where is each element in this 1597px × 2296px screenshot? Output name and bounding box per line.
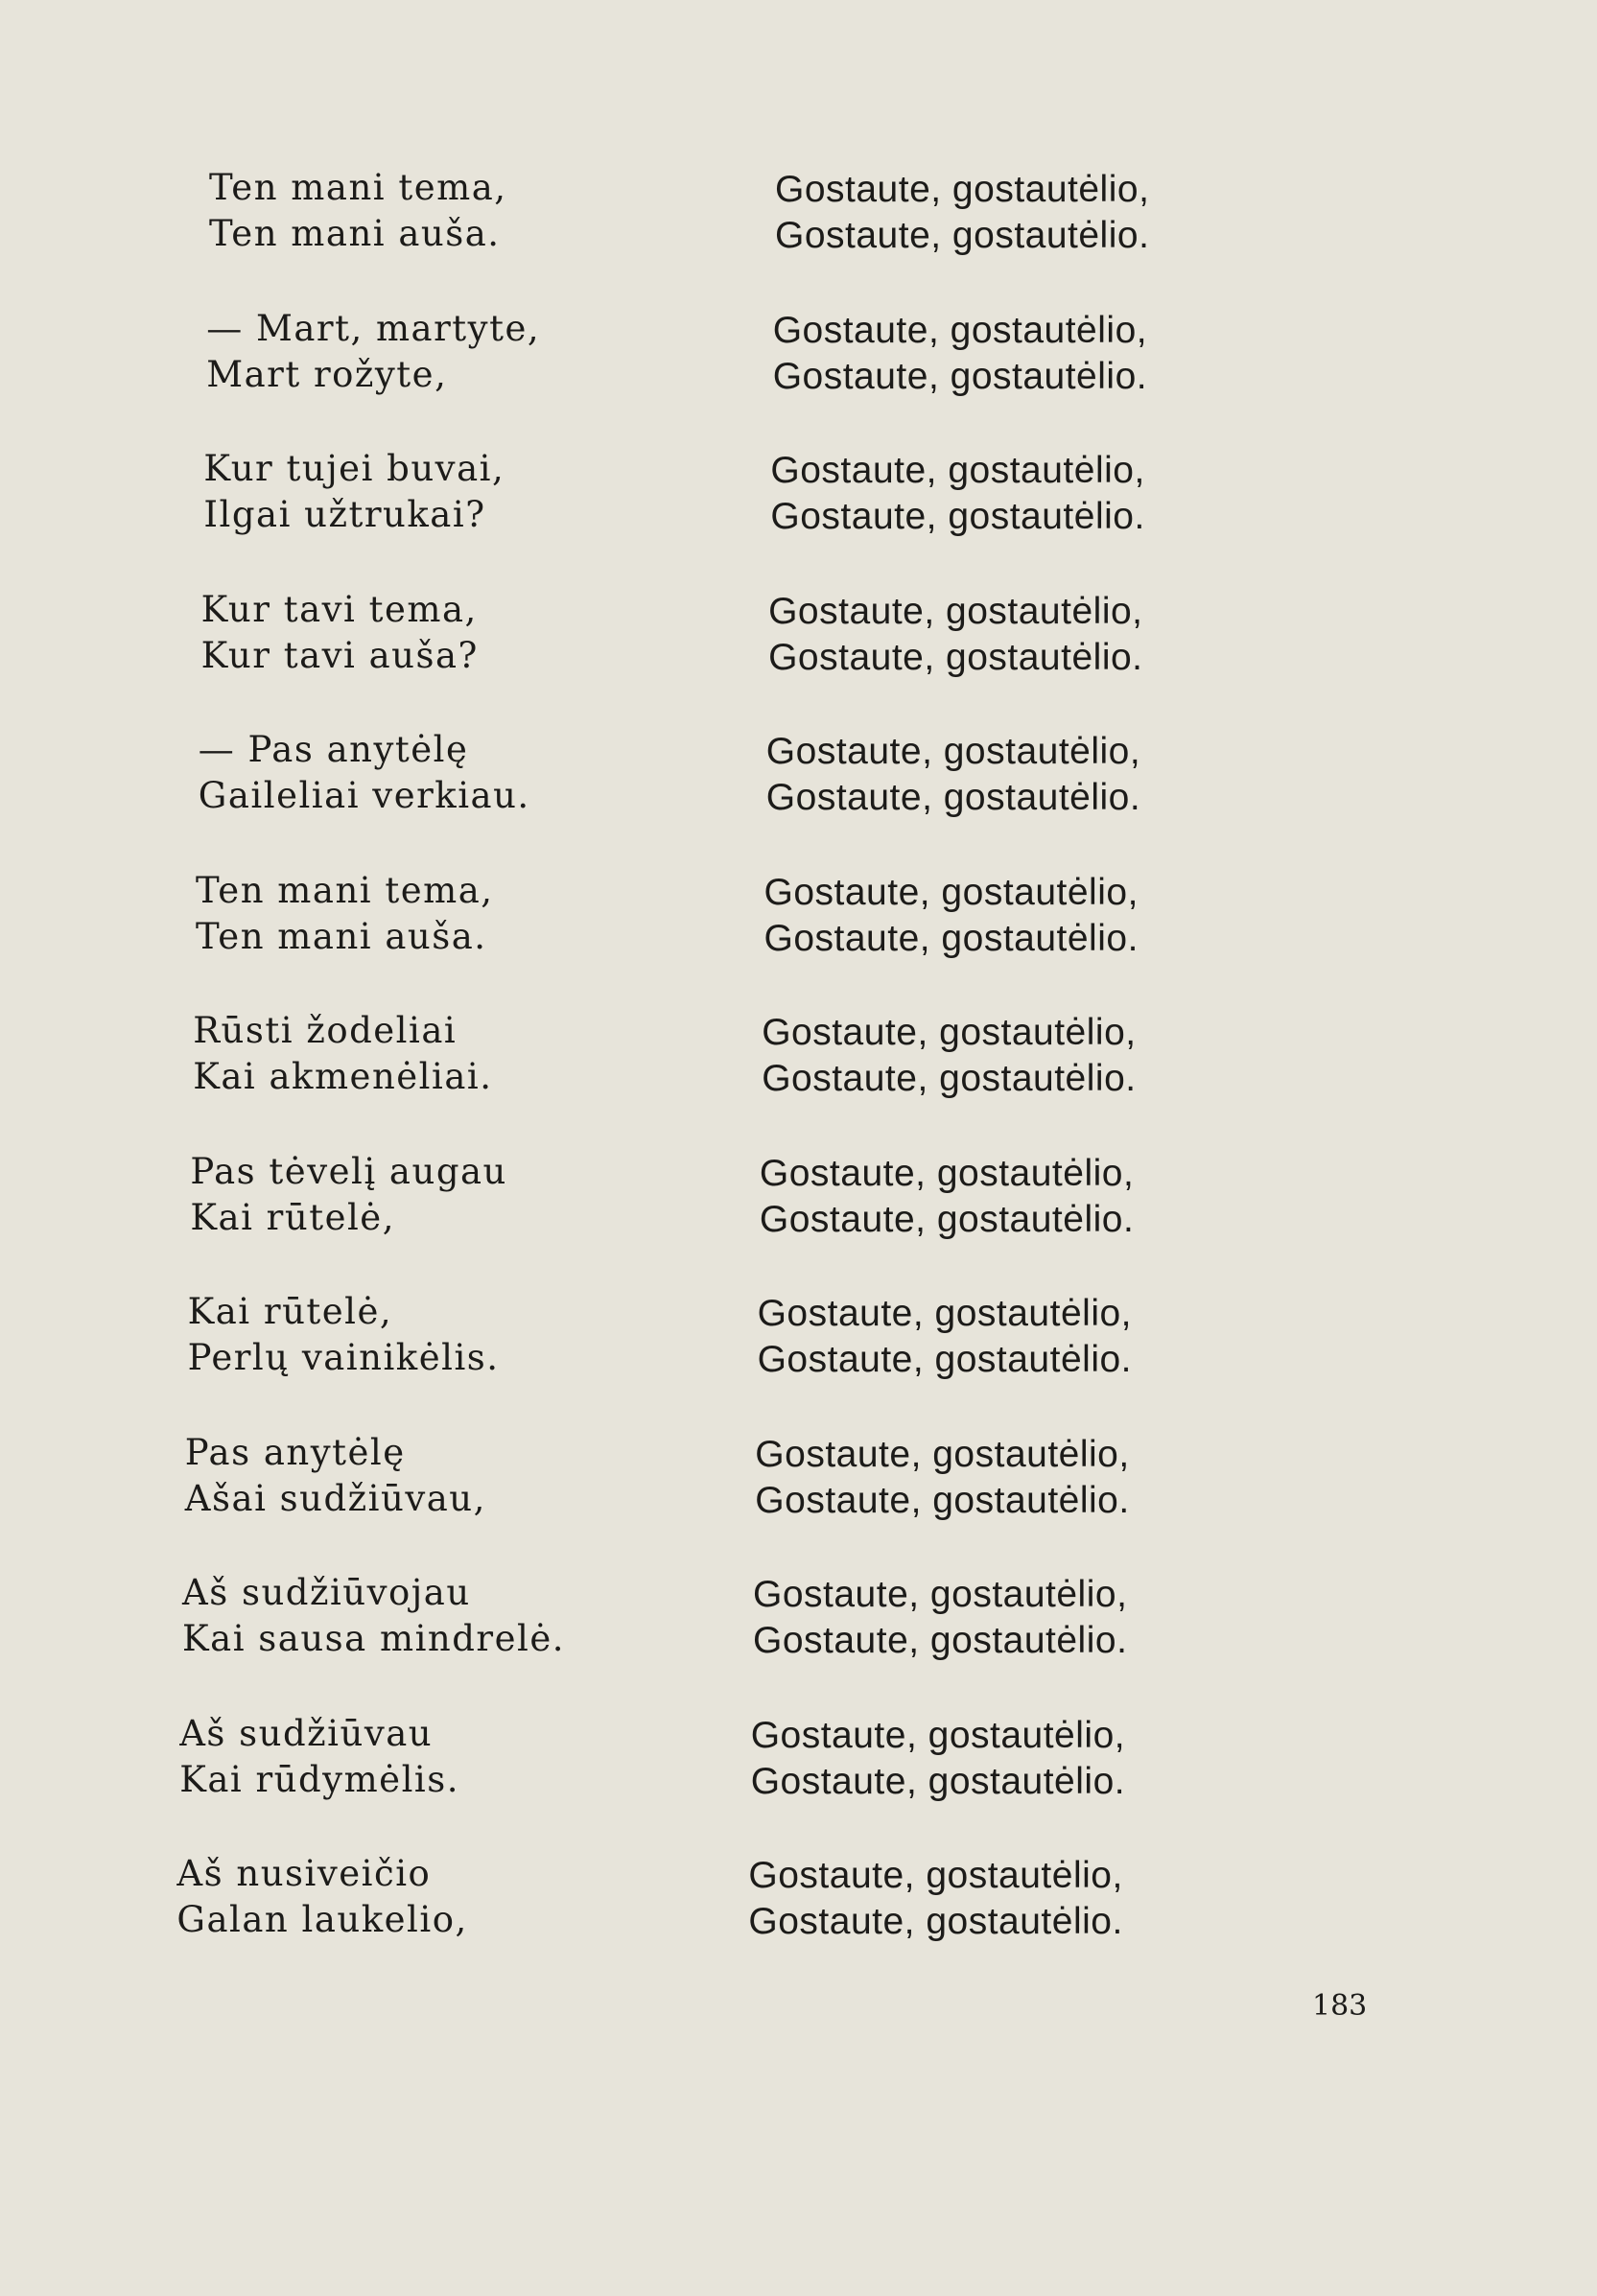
verse-line: Kur tavi tema, [200, 588, 478, 630]
refrain-line: Gostaute, gostautėlio. [775, 215, 1150, 256]
verse-stanza [206, 306, 743, 402]
refrain-line: Gostaute, gostautėlio, [763, 871, 1139, 913]
verse-stanza [185, 1430, 722, 1526]
refrain-line: Gostaute, gostautėlio. [768, 636, 1143, 678]
verse-line: Ten mani tema, [196, 869, 494, 911]
refrain-stanza [762, 1010, 1299, 1106]
verse-line: Aš nusiveičio [176, 1853, 432, 1894]
refrain-line: Gostaute, gostautėlio, [748, 1855, 1123, 1896]
refrain-line: Gostaute, gostautėlio. [755, 1479, 1130, 1521]
refrain-line: Gostaute, gostautėlio, [759, 1152, 1135, 1194]
refrain-line: Gostaute, gostautėlio, [750, 1714, 1126, 1756]
verse-line: Rūsti žodeliai [193, 1010, 458, 1051]
refrain-stanza [755, 1432, 1292, 1528]
refrain-stanza [748, 1853, 1285, 1949]
refrain-line: Gostaute, gostautėlio, [765, 731, 1141, 772]
refrain-line: Gostaute, gostautėlio. [762, 1058, 1137, 1099]
page-number: 183 [1312, 1989, 1368, 2023]
verse-line: Pas anytėlę [184, 1431, 406, 1473]
verse-line: Ilgai užtrukai? [203, 494, 486, 535]
refrain-stanza [753, 1572, 1290, 1668]
verse-stanza [199, 727, 736, 823]
refrain-line: Gostaute, gostautėlio. [770, 496, 1145, 537]
verse-line: Aš sudžiūvau [179, 1712, 434, 1754]
verse-stanza [209, 165, 746, 261]
refrain-stanza [768, 589, 1305, 685]
refrain-stanza [773, 308, 1310, 404]
verse-line: Mart rožyte, [206, 353, 448, 395]
verse-line: Kai sausa mindrelė. [182, 1618, 565, 1659]
verse-line: — Mart, martyte, [206, 307, 541, 349]
verse-stanza [176, 1851, 714, 1947]
refrain-line: Gostaute, gostautėlio. [765, 777, 1141, 818]
verse-stanza [203, 446, 740, 542]
refrain-line: Gostaute, gostautėlio, [762, 1012, 1137, 1053]
verse-line: Kur tujei buvai, [203, 448, 505, 489]
verse-line: Kai rūtelė, [187, 1291, 393, 1332]
verse-stanza [182, 1570, 719, 1666]
verse-line: Kai rūtelė, [190, 1196, 395, 1238]
refrain-line: Gostaute, gostautėlio, [775, 169, 1150, 210]
verse-line: Gaileliai verkiau. [198, 775, 530, 816]
verse-line: Ten mani auša. [196, 915, 487, 957]
verse-line: Ten mani auša. [209, 213, 501, 254]
verse-line: Aš sudžiūvojau [182, 1572, 471, 1613]
refrain-stanza [775, 167, 1312, 263]
verse-line: Kur tavi auša? [200, 634, 479, 676]
verse-stanza [201, 587, 739, 683]
refrain-line: Gostaute, gostautėlio, [753, 1574, 1128, 1615]
refrain-line: Gostaute, gostautėlio, [772, 309, 1148, 351]
verse-line: Kai rūdymėlis. [179, 1758, 459, 1800]
verse-line: Ašai sudžiūvau, [184, 1477, 486, 1519]
refrain-stanza [766, 729, 1303, 825]
verse-line: — Pas anytėlę [198, 729, 469, 770]
refrain-line: Gostaute, gostautėlio. [753, 1620, 1128, 1661]
verse-stanza [193, 1008, 730, 1104]
refrain-line: Gostaute, gostautėlio. [757, 1339, 1133, 1380]
verse-line: Perlų vainikėlis. [187, 1337, 500, 1378]
verse-stanza [190, 1149, 727, 1245]
refrain-line: Gostaute, gostautėlio. [748, 1901, 1123, 1942]
verse-line: Ten mani tema, [209, 167, 507, 208]
refrain-line: Gostaute, gostautėlio. [772, 355, 1148, 397]
refrain-stanza [751, 1713, 1288, 1809]
refrain-line: Gostaute, gostautėlio. [763, 917, 1139, 959]
refrain-stanza [760, 1151, 1297, 1247]
refrain-line: Gostaute, gostautėlio, [757, 1293, 1133, 1334]
refrain-line: Gostaute, gostautėlio, [770, 450, 1145, 491]
refrain-stanza [758, 1291, 1295, 1387]
refrain-stanza [764, 870, 1302, 966]
refrain-line: Gostaute, gostautėlio. [759, 1198, 1135, 1240]
verse-line: Galan laukelio, [176, 1899, 468, 1940]
refrain-line: Gostaute, gostautėlio. [750, 1760, 1126, 1802]
verse-line: Pas tėvelį augau [190, 1150, 507, 1192]
verse-line: Kai akmenėliai. [193, 1056, 493, 1097]
verse-stanza [179, 1711, 716, 1807]
refrain-line: Gostaute, gostautėlio, [768, 590, 1143, 632]
verse-stanza [188, 1289, 725, 1385]
verse-stanza [196, 868, 733, 964]
refrain-line: Gostaute, gostautėlio, [755, 1433, 1130, 1475]
refrain-stanza [770, 448, 1307, 544]
